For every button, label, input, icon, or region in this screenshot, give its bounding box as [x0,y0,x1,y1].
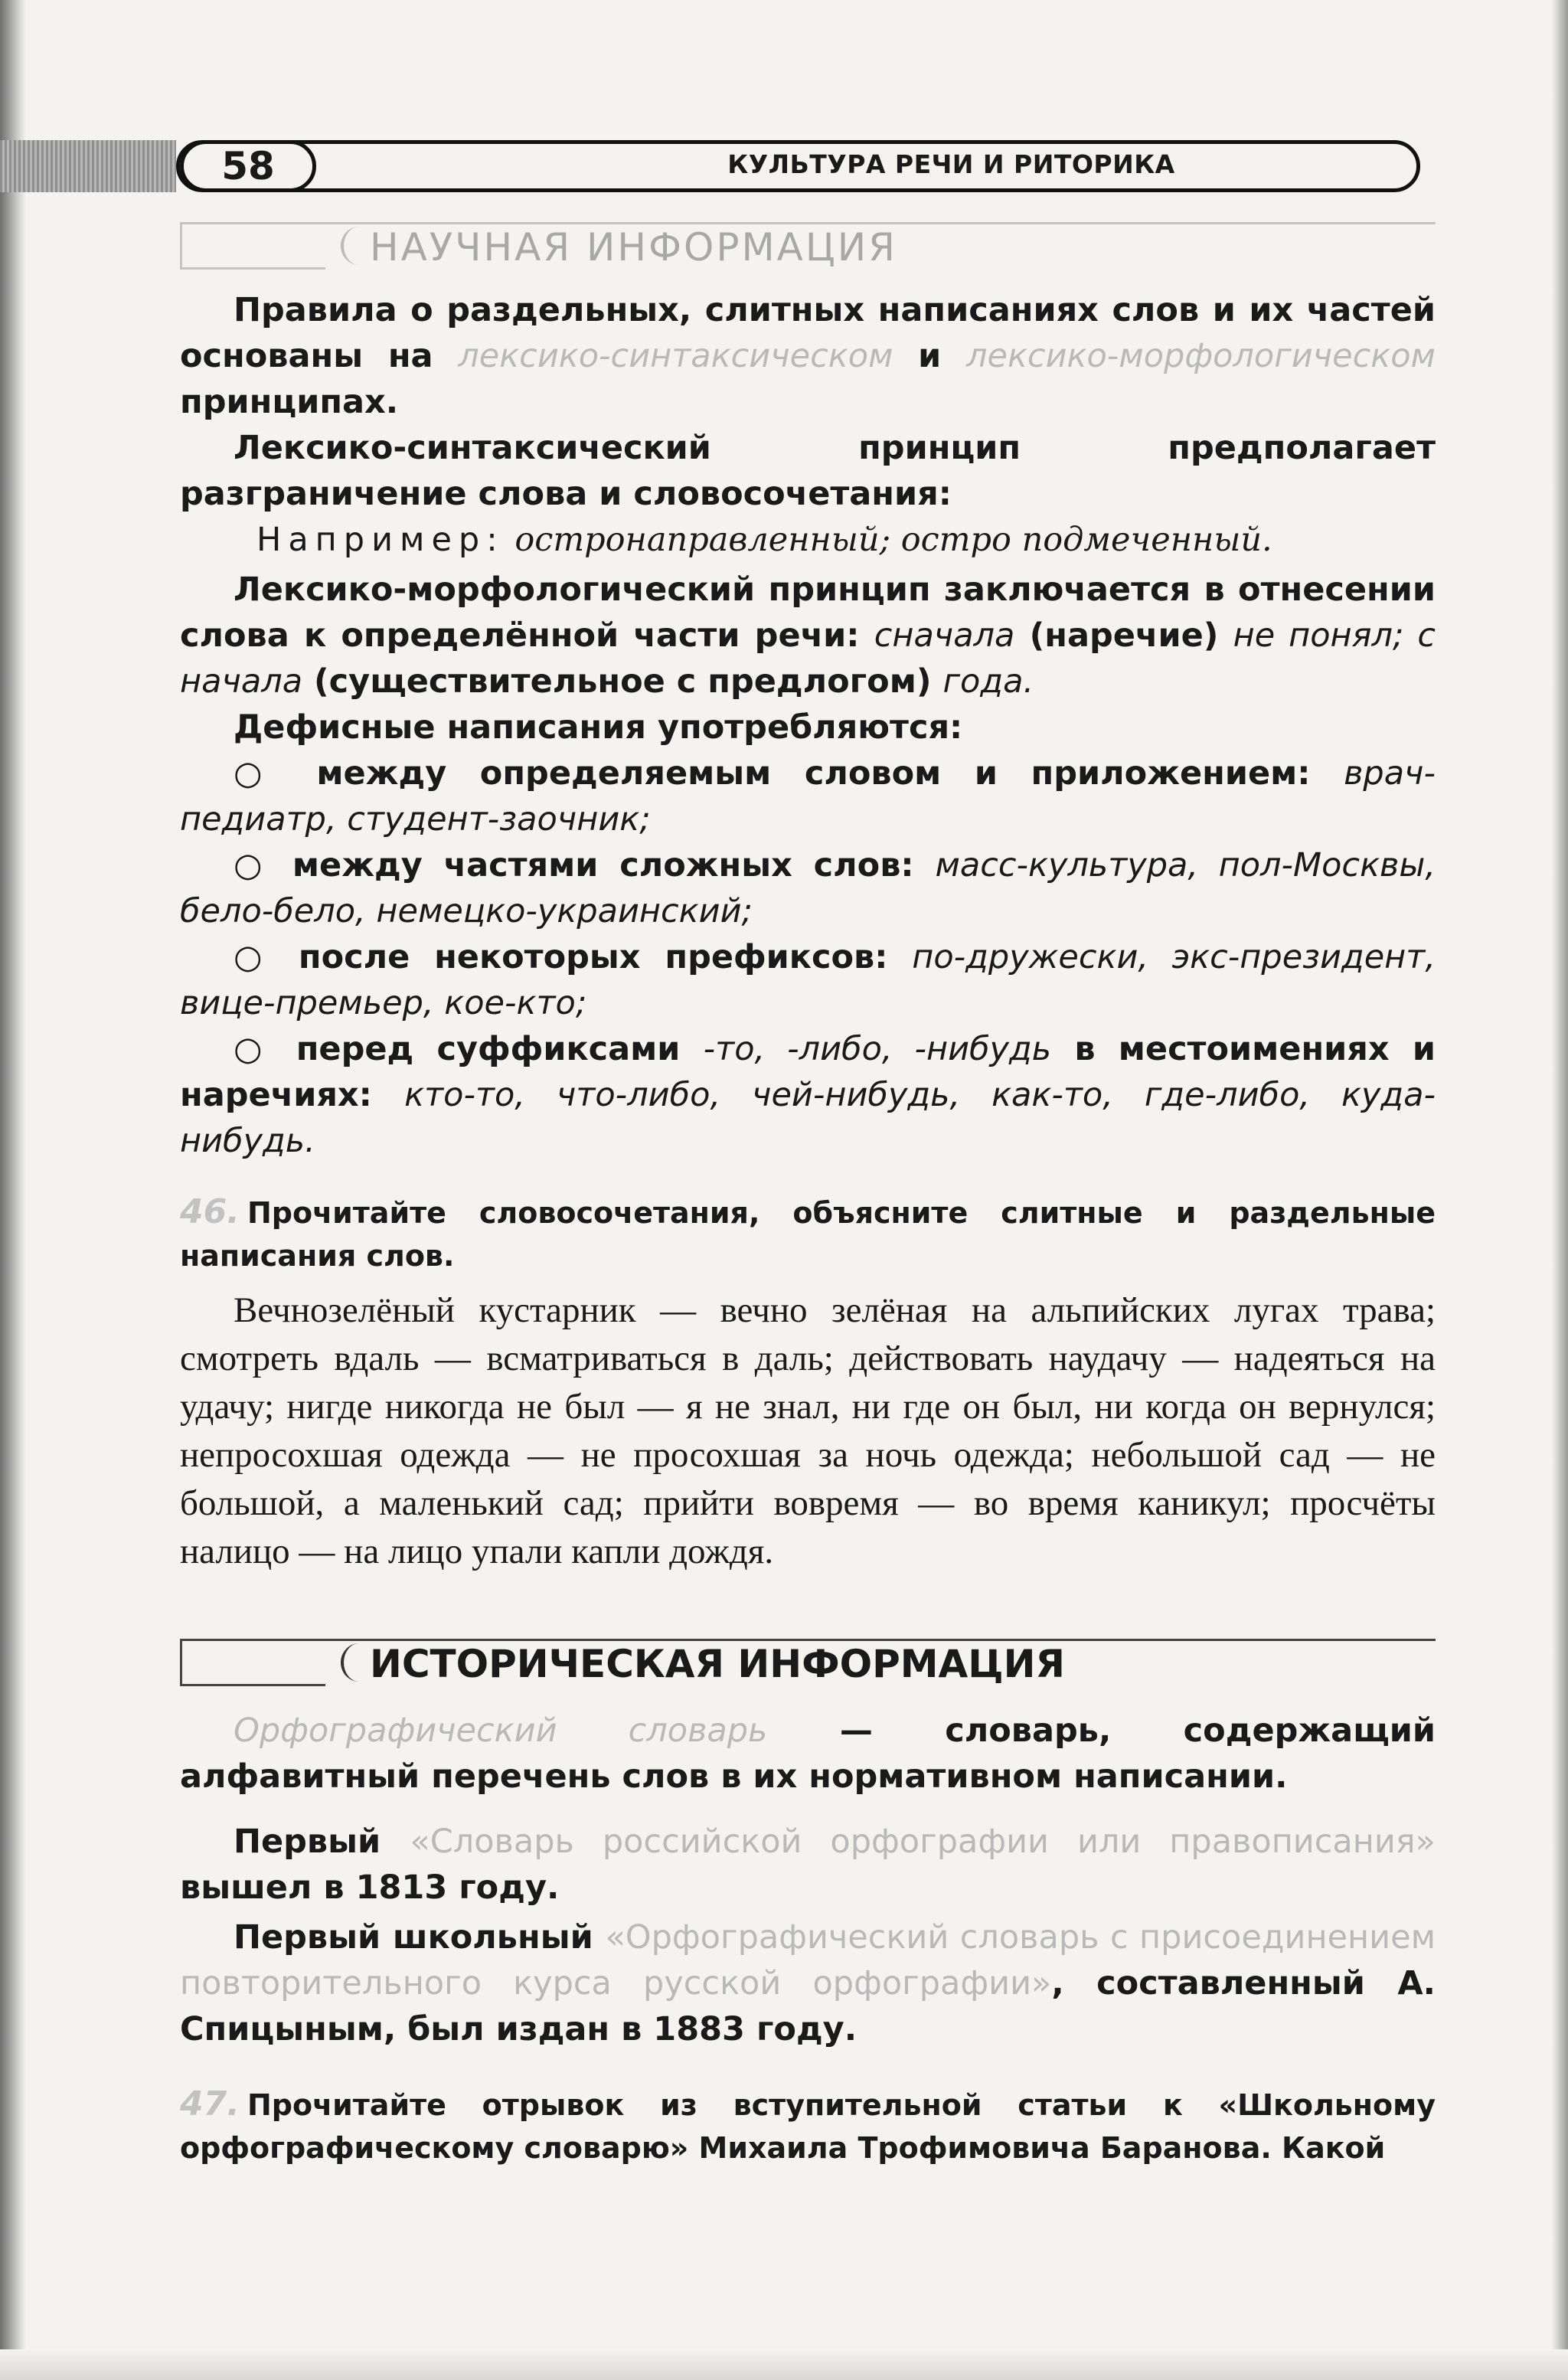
paragraph-morphological-principle [180,567,1436,705]
suffixes: -то, -либо, -нибудь [703,1030,1052,1068]
text: Первый [234,1823,410,1861]
scan-shadow-bottom [0,2349,1568,2380]
text: (существительное с предлогом) [302,662,943,701]
circle-bullet-icon: ○ [234,938,299,976]
section-heading-historical [180,1639,1436,1686]
paragraph-first-school-dictionary [180,1914,1436,2052]
heading-box [180,222,325,270]
dictionary-title: «Орфографический словарь с присоединением повторительного курса русской орфографии» [180,1918,1436,2002]
paragraph-syntactic-principle: Лексико-синтаксический принцип предполагает разграничение слова и словосочетания: [180,429,1436,513]
heading-rule [325,1639,1436,1641]
text: и [893,337,967,375]
section-heading-scientific [180,222,1436,270]
text: (наречие) [1014,616,1233,655]
text: принципах. [180,383,399,421]
text: — словарь, содержащий алфавитный перечень слов в их нормативном написании. [180,1711,1436,1796]
example-text: остронаправленный; остро подмеченный. [514,521,1272,559]
text: перед суффиксами [296,1030,704,1068]
list-item [180,1026,1436,1164]
task-46-instruction [180,1191,1436,1277]
dictionary-title: «Словарь российской орфографии или правописания» [410,1823,1436,1861]
examples: масс-культура, пол-Москвы, бело-бело, немецко-украинский; [180,846,1436,930]
text: в местоимениях и наречиях: [180,1030,1436,1114]
text: после некоторых префиксов: [298,938,913,976]
term-orthographic-dictionary: Орфографический словарь [234,1711,768,1750]
page-number: 58 [180,140,316,192]
examples: кто-то, что-либо, чей-нибудь, как-то, где-либо, куда-нибудь. [180,1076,1436,1160]
text: Лексико-морфологический принцип заключается в отнесении слова к определённой части речи: [180,570,1436,655]
paragraph-hyphenated: Дефисные написания употребляются: [234,708,963,747]
text: между частями сложных слов: [292,846,936,884]
circle-bullet-icon: ○ [234,754,317,793]
text: Правила о раздельных, слитных написаниях слов и их частей основаны на [180,291,1436,375]
paragraph-dictionary-definition [180,1708,1436,1800]
instruction-text: Прочитайте словосочетания, объясните слитные и раздельные написания слов. [180,1196,1436,1273]
example-word: не понял; с начала [180,616,1436,701]
scan-shadow-left [0,0,26,2380]
example-line [180,517,1436,563]
paragraph-first-dictionary [180,1819,1436,1911]
text: вышел в 1813 году. [180,1868,560,1907]
margin-tab [0,140,176,192]
examples: врач-педиатр, студент-заочник; [180,754,1436,839]
task-number: 46. [180,1192,240,1231]
heading-box [180,1639,325,1686]
text: Первый школьный [234,1918,606,1957]
list-item [180,842,1436,934]
task-number: 47. [180,2084,240,2123]
heading-rule [325,222,1436,224]
example-word: сначала [874,616,1015,655]
list-item [180,934,1436,1026]
text: , составленный А. Спицыным, был издан в 1883 году. [180,1964,1436,2048]
term-lexico-morphological: лексико-морфологическом [966,337,1436,375]
examples: по-дружески, экс-президент, вице-премьер, кое-кто; [180,938,1436,1022]
book-title: КУЛЬТУРА РЕЧИ И РИТОРИКА [727,149,1175,179]
task-46-text: Вечнозелёный кустарник — вечно зелёная на альпийских лугах трава; смотреть вдаль — всматриваться в даль; действовать наудачу — надеяться на удачу; нигде никогда не был — я не знал, ни где он был, ни когда он вернулся; непросохшая одежда — не просохшая за ночь одежда; небольшой сад — не большой, а маленький сад; прийти вовремя — во время каникул; просчёты налицо — на лицо упали капли дождя. [180,1290,1436,1571]
section-title: ИСТОРИЧЕСКАЯ ИНФОРМАЦИЯ [370,1642,1065,1686]
paragraph-principles [180,287,1436,425]
circle-bullet-icon: ○ [234,846,292,884]
circle-bullet-icon: ○ [234,1030,296,1068]
list-item [180,750,1436,842]
example-label: Например: [256,521,505,559]
task-47-instruction [180,2083,1436,2169]
scan-shadow-right [1551,0,1568,2380]
section-title: НАУЧНАЯ ИНФОРМАЦИЯ [370,225,897,270]
running-header [176,140,1420,192]
text: между определяемым словом и приложением: [316,754,1344,793]
example-word: года. [942,662,1034,701]
instruction-text: Прочитайте отрывок из вступительной статьи к «Школьному орфографическому словарю» Михаила Трофимовича Баранова. Какой [180,2088,1436,2165]
term-lexico-syntactic: лексико-синтаксическом [458,337,893,375]
